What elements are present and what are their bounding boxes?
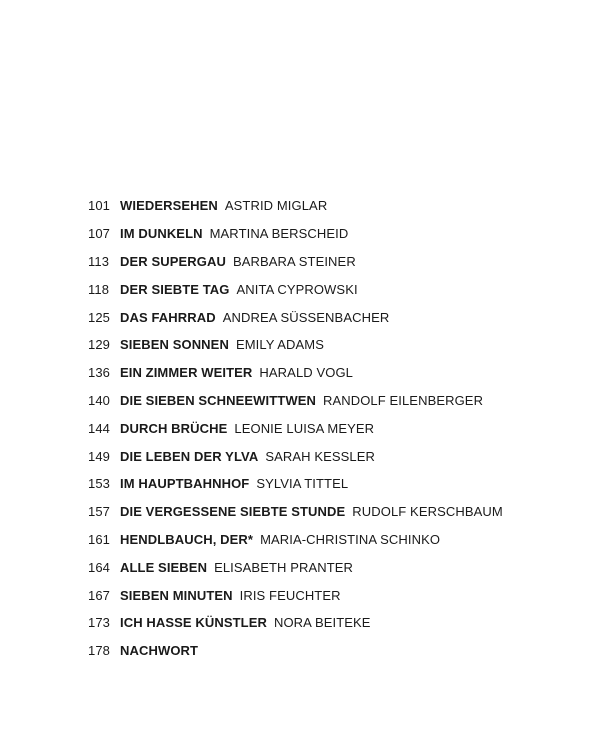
- story-title: WIEDERSEHEN: [120, 198, 218, 214]
- toc-entry: [88, 220, 588, 248]
- page-number: 161: [88, 531, 110, 547]
- toc-entry: [88, 359, 588, 387]
- story-title: DER SUPERGAU: [120, 253, 226, 269]
- author-name: NORA BEITEKE: [273, 615, 371, 631]
- story-title: ICH HASSE KÜNSTLER: [120, 615, 267, 631]
- story-title: DIE LEBEN DER YLVA: [120, 448, 259, 464]
- page-number: 113: [88, 253, 110, 269]
- toc-entry: [88, 526, 588, 554]
- page-number: 157: [88, 504, 110, 520]
- story-title: HENDLBAUCH, DER*: [120, 531, 254, 547]
- story-title: SIEBEN MINUTEN: [120, 587, 233, 603]
- toc-entry: [88, 275, 588, 303]
- toc-entry: [88, 498, 588, 526]
- page-number: 144: [88, 420, 110, 436]
- toc-entry: [88, 414, 588, 442]
- toc-entry: [88, 248, 588, 276]
- toc-entry: [88, 581, 588, 609]
- author-name: SARAH KESSLER: [265, 448, 376, 464]
- toc-entry: [88, 470, 588, 498]
- page-number: 129: [88, 337, 110, 353]
- author-name: IRIS FEUCHTER: [239, 587, 341, 603]
- page-number: 173: [88, 615, 110, 631]
- page-number: 101: [88, 198, 110, 214]
- author-name: ANDREA SÜSSENBACHER: [222, 309, 390, 325]
- story-title: IM HAUPTBAHNHOF: [120, 476, 250, 492]
- table-of-contents: [88, 192, 588, 665]
- author-name: BARBARA STEINER: [232, 253, 356, 269]
- author-name: SYLVIA TITTEL: [256, 476, 349, 492]
- author-name: ELISABETH PRANTER: [214, 559, 354, 575]
- toc-entry: [88, 192, 588, 220]
- page-number: 149: [88, 448, 110, 464]
- page-number: 107: [88, 226, 110, 242]
- story-title: DIE VERGESSENE SIEBTE STUNDE: [120, 504, 346, 520]
- page-number: 125: [88, 309, 110, 325]
- story-title: SIEBEN SONNEN: [120, 337, 229, 353]
- author-name: RUDOLF KERSCHBAUM: [352, 504, 503, 520]
- author-name: MARTINA BERSCHEID: [209, 226, 349, 242]
- page-number: 153: [88, 476, 110, 492]
- page-number: 178: [88, 643, 110, 659]
- page-number: 136: [88, 365, 110, 381]
- author-name: RANDOLF EILENBERGER: [322, 392, 484, 408]
- toc-entry: [88, 331, 588, 359]
- page-number: 140: [88, 392, 110, 408]
- story-title: DAS FAHRRAD: [120, 309, 216, 325]
- author-name: MARIA-CHRISTINA SCHINKO: [260, 531, 441, 547]
- author-name: EMILY ADAMS: [235, 337, 324, 353]
- author-name: LEONIE LUISA MEYER: [234, 420, 375, 436]
- page-number: 167: [88, 587, 110, 603]
- author-name: ASTRID MIGLAR: [224, 198, 328, 214]
- author-name: HARALD VOGL: [259, 365, 353, 381]
- page-number: 164: [88, 559, 110, 575]
- story-title: DER SIEBTE TAG: [120, 281, 230, 297]
- toc-entry: [88, 609, 588, 637]
- page-number: 118: [88, 281, 110, 297]
- story-title: NACHWORT: [120, 643, 199, 659]
- toc-entry: [88, 303, 588, 331]
- story-title: ALLE SIEBEN: [120, 559, 208, 575]
- toc-entry: [88, 442, 588, 470]
- story-title: DURCH BRÜCHE: [120, 420, 228, 436]
- story-title: DIE SIEBEN SCHNEEWITTWEN: [120, 392, 316, 408]
- toc-entry: [88, 387, 588, 415]
- toc-entry: [88, 553, 588, 581]
- story-title: EIN ZIMMER WEITER: [120, 365, 253, 381]
- author-name: ANITA CYPROWSKI: [236, 281, 358, 297]
- toc-entry: [88, 637, 588, 665]
- story-title: IM DUNKELN: [120, 226, 203, 242]
